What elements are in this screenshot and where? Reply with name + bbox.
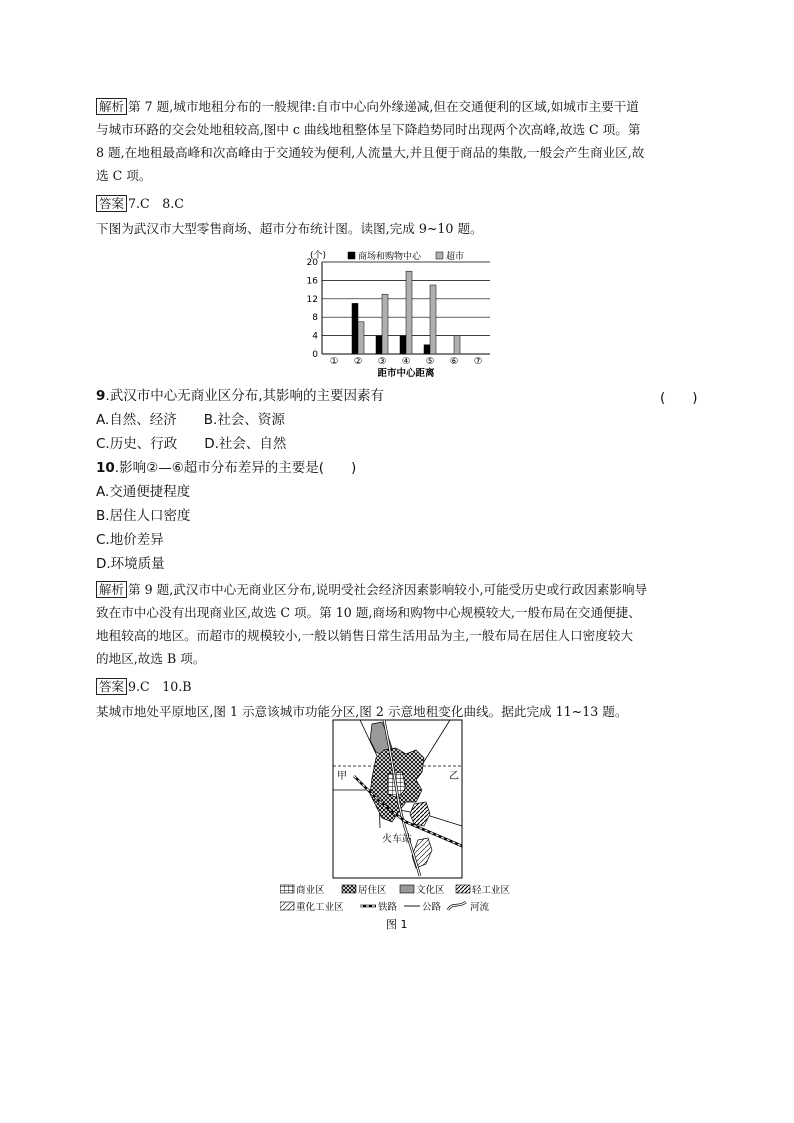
bar-mall [376,336,382,354]
analysis-line: 8 题,在地租最高峰和次高峰由于交通较为便利,人流量大,并且便于商品的集散,一般会产生商业区,故 [96,145,645,160]
bar-mall [424,345,430,354]
y-tick-label: 12 [306,294,318,305]
x-tick-label: ④ [401,356,411,367]
y-tick-label: 20 [306,258,318,268]
bar-supermarket [430,285,436,354]
legend-light: 轻工业区 [472,885,511,896]
legend-label: 超市 [446,252,465,262]
x-tick-label: ⑦ [473,356,483,367]
analysis-tag: 解析 [96,98,127,115]
map-caption: 图 1 [386,918,408,931]
option-row: A.自然、经济 B.社会、资源 [96,412,285,428]
label-jia: 甲 [337,771,347,782]
y-tick-label: 4 [312,331,318,342]
question-stem: .武汉市中心无商业区分布,其影响的主要因素有 [105,388,384,404]
legend-swatch-heavy [280,902,294,910]
question-10 [96,458,356,478]
analysis-line: 第 7 题,城市地租分布的一般规律:自市中心向外缘递减,但在交通便利的区域,如城市主要干道 [128,99,639,114]
x-tick-label: ② [353,356,363,367]
analysis-line: 地租较高的地区。而超市的规模较小,一般以销售日常生活用品为主,一般布局在居住人口密度较大 [96,628,633,643]
retail-distribution-chart [296,242,502,382]
legend-swatch-light [456,885,470,893]
question-stem: .影响②—⑥超市分布差异的主要是( ) [114,460,357,476]
x-tick-label: ⑥ [449,356,459,367]
question-number: 9 [96,388,106,404]
answer-paren: ( ) [660,390,698,406]
legend-label: 商场和购物中心 [358,252,422,262]
legend-culture: 文化区 [416,885,445,896]
x-axis-label: 距市中心距离 [377,368,435,379]
question-number: 10 [96,460,115,476]
y-tick-label: 8 [312,313,318,324]
y-tick-label: 0 [312,350,318,360]
legend-swatch-residential [342,885,356,893]
legend-swatch-culture [400,885,414,893]
legend-swatch [436,252,443,259]
analysis-line: 致在市中心没有出现商业区,故选 C 项。第 10 题,商场和购物中心规模较大,一般布局在交通便捷、 [96,605,641,620]
legend-heavy: 重化工业区 [296,902,344,913]
analysis-9-10 [96,578,698,670]
label-station: 火车站 [382,834,412,845]
city-function-map [280,718,520,934]
option-a: A.交通便捷程度 [96,484,191,500]
bar-supermarket [454,336,460,354]
answer-9-10 [96,675,698,698]
option-row: C.历史、行政 D.社会、自然 [96,436,287,452]
analysis-line: 第 9 题,武汉市中心无商业区分布,说明受社会经济因素影响较小,可能受历史或行政因素影响导 [128,582,648,597]
bar-supermarket [358,322,364,354]
analysis-line: 选 C 项。 [96,168,152,183]
legend-river: 河流 [470,902,490,913]
analysis-7-8 [96,95,698,187]
legend-residential: 居住区 [358,885,387,896]
answer-text: 7.C 8.C [128,196,184,211]
question-9 [96,386,384,406]
option-d: D.环境质量 [96,556,165,572]
legend-swatch [348,252,355,259]
bar-mall [400,336,406,354]
bar-supermarket [406,271,412,354]
intro-11-13: 某城市地处平原地区,图 1 示意该城市功能分区,图 2 示意地租变化曲线。据此完成 11~13 题。 [96,704,628,719]
bar-supermarket [382,294,388,354]
legend-road: 公路 [422,902,442,913]
legend-swatch-commercial [280,885,294,893]
answer-tag: 答案 [96,678,127,695]
y-axis-label: (个) [310,251,327,261]
analysis-tag: 解析 [96,581,127,598]
x-tick-label: ③ [377,356,387,367]
x-tick-label: ① [329,356,339,367]
bar-mall [352,303,358,354]
legend-railway: 铁路 [378,902,398,913]
answer-text: 9.C 10.B [128,679,192,694]
y-tick-label: 16 [306,276,318,287]
intro-9-10: 下图为武汉市大型零售商场、超市分布统计图。读图,完成 9~10 题。 [96,221,483,236]
label-yi: 乙 [449,771,459,782]
answer-7-8 [96,192,698,215]
legend-commercial: 商业区 [296,885,325,896]
analysis-line: 与城市环路的交会处地租较高,图中 c 曲线地租整体呈下降趋势同时出现两个次高峰,故选 C 项。第 [96,122,641,137]
analysis-line: 的地区,故选 B 项。 [96,651,206,666]
option-c: C.地价差异 [96,532,164,548]
answer-tag: 答案 [96,195,127,212]
option-b: B.居住人口密度 [96,508,191,524]
x-tick-label: ⑤ [425,356,435,367]
